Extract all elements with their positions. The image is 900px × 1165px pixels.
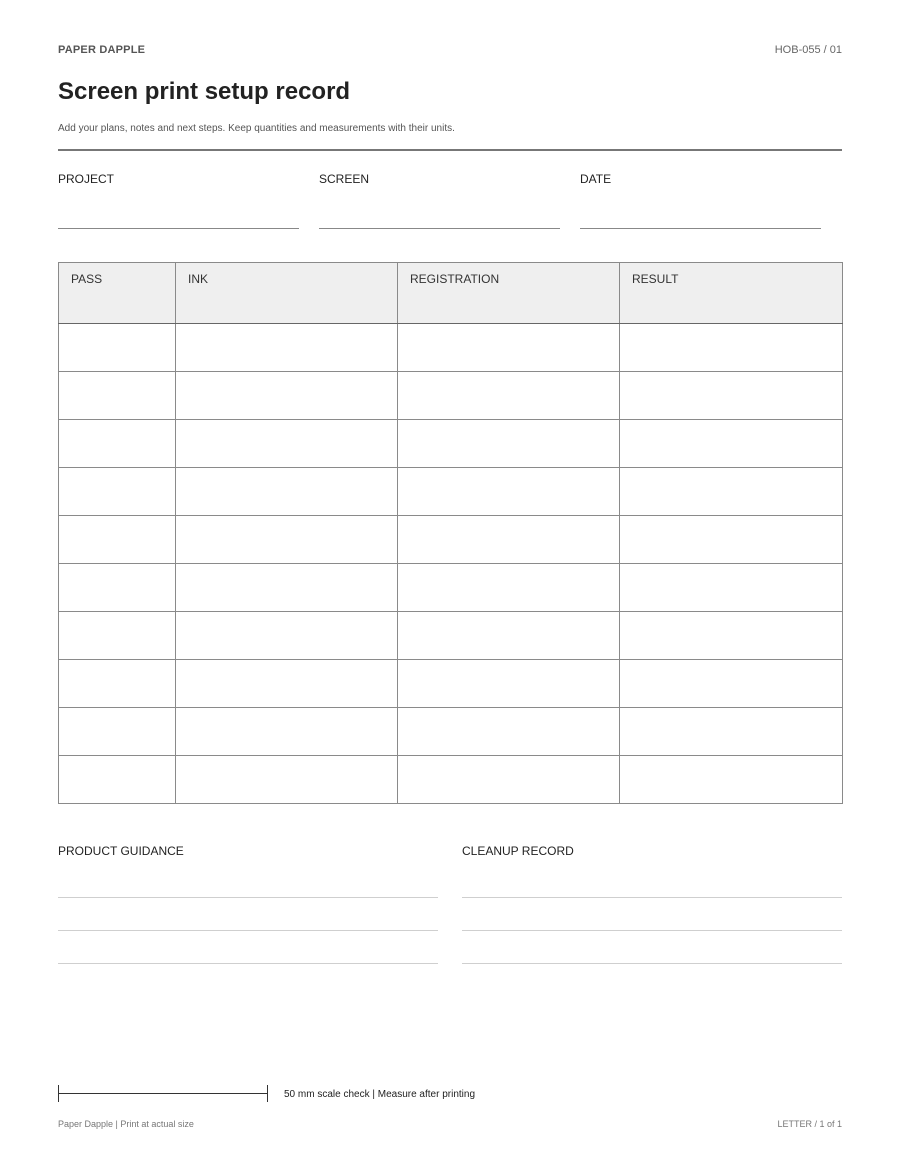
product-guidance-line[interactable] [58, 930, 438, 931]
cleanup-record-section [462, 844, 842, 858]
setup-log-table [58, 262, 843, 804]
project-write-line[interactable] [58, 228, 299, 229]
cell-registration[interactable] [398, 564, 620, 612]
cell-pass[interactable] [59, 468, 176, 516]
table-row [59, 708, 843, 756]
cell-ink[interactable] [176, 612, 398, 660]
table-row [59, 612, 843, 660]
project-label: PROJECT [58, 172, 115, 186]
project-field[interactable] [58, 172, 299, 186]
table-header-row [59, 263, 843, 324]
cell-registration[interactable] [398, 468, 620, 516]
table-row [59, 756, 843, 804]
cleanup-record-label: CLEANUP RECORD [462, 844, 574, 858]
table-row [59, 324, 843, 372]
product-guidance-line[interactable] [58, 963, 438, 964]
cell-registration[interactable] [398, 324, 620, 372]
scale-tick-right [267, 1085, 268, 1102]
cell-registration[interactable] [398, 612, 620, 660]
cell-result[interactable] [620, 420, 843, 468]
footer-left-text: Paper Dapple | Print at actual size [58, 1119, 194, 1129]
cell-result[interactable] [620, 612, 843, 660]
date-write-line[interactable] [580, 228, 821, 229]
column-header-registration: REGISTRATION [398, 263, 620, 324]
screen-label: SCREEN [319, 172, 370, 186]
cell-result[interactable] [620, 468, 843, 516]
cell-ink[interactable] [176, 516, 398, 564]
cell-pass[interactable] [59, 660, 176, 708]
scale-check-bar [58, 1085, 268, 1103]
cell-pass[interactable] [59, 372, 176, 420]
scale-bar-line [58, 1093, 267, 1094]
page-subtitle: Add your plans, notes and next steps. Keep quantities and measurements with their units. [58, 123, 455, 134]
cell-result[interactable] [620, 756, 843, 804]
cell-registration[interactable] [398, 708, 620, 756]
cell-pass[interactable] [59, 756, 176, 804]
column-header-ink: INK [176, 263, 398, 324]
brand-name: PAPER DAPPLE [58, 44, 146, 56]
cell-result[interactable] [620, 372, 843, 420]
table-row [59, 372, 843, 420]
footer-page-info: LETTER / 1 of 1 [777, 1119, 842, 1129]
cell-result[interactable] [620, 660, 843, 708]
cell-result[interactable] [620, 516, 843, 564]
table-row [59, 564, 843, 612]
cell-result[interactable] [620, 708, 843, 756]
cell-pass[interactable] [59, 564, 176, 612]
cleanup-record-line[interactable] [462, 930, 842, 931]
cell-result[interactable] [620, 324, 843, 372]
table-row [59, 468, 843, 516]
table-row [59, 420, 843, 468]
cleanup-record-line[interactable] [462, 897, 842, 898]
cell-pass[interactable] [59, 708, 176, 756]
cell-registration[interactable] [398, 660, 620, 708]
cell-registration[interactable] [398, 756, 620, 804]
column-header-result: RESULT [620, 263, 843, 324]
cell-registration[interactable] [398, 420, 620, 468]
header-divider [58, 149, 842, 151]
cell-ink[interactable] [176, 564, 398, 612]
cell-pass[interactable] [59, 420, 176, 468]
screen-field[interactable] [319, 172, 560, 186]
cell-ink[interactable] [176, 372, 398, 420]
date-field[interactable] [580, 172, 821, 186]
product-guidance-label: PRODUCT GUIDANCE [58, 844, 184, 858]
screen-write-line[interactable] [319, 228, 560, 229]
date-label: DATE [580, 172, 612, 186]
cell-ink[interactable] [176, 660, 398, 708]
cleanup-record-line[interactable] [462, 963, 842, 964]
page-title: Screen print setup record [58, 78, 351, 105]
cell-pass[interactable] [59, 612, 176, 660]
cell-ink[interactable] [176, 324, 398, 372]
cell-pass[interactable] [59, 516, 176, 564]
cell-registration[interactable] [398, 516, 620, 564]
form-code: HOB-055 / 01 [774, 44, 842, 56]
cell-result[interactable] [620, 564, 843, 612]
cell-ink[interactable] [176, 468, 398, 516]
cell-ink[interactable] [176, 756, 398, 804]
product-guidance-line[interactable] [58, 897, 438, 898]
cell-ink[interactable] [176, 708, 398, 756]
table-row [59, 660, 843, 708]
scale-check-text: 50 mm scale check | Measure after printing [284, 1089, 476, 1100]
table-row [59, 516, 843, 564]
column-header-pass: PASS [59, 263, 176, 324]
table-body [59, 324, 843, 804]
cell-registration[interactable] [398, 372, 620, 420]
cell-ink[interactable] [176, 420, 398, 468]
product-guidance-section [58, 844, 438, 858]
cell-pass[interactable] [59, 324, 176, 372]
